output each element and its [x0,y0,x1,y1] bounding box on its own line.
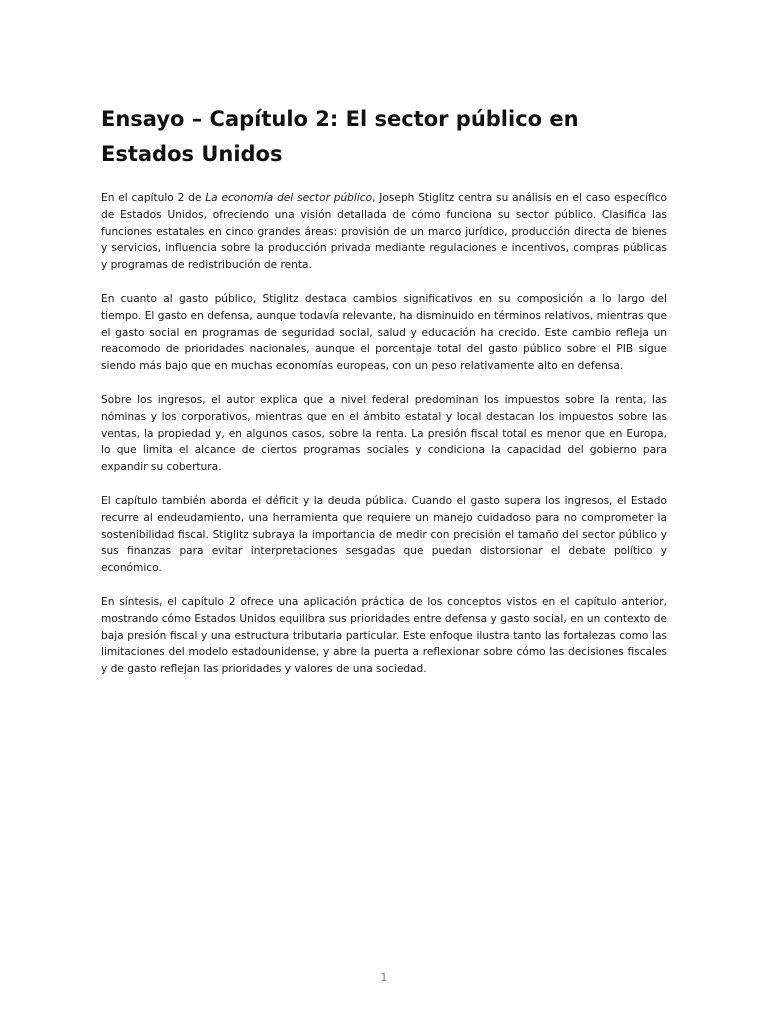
book-title: La economía del sector público [205,192,373,204]
paragraph-introduction [101,190,667,274]
page-number: 1 [380,972,388,984]
paragraph-1-body-text: , Joseph Stiglitz centra su análisis en el caso específico de Estados Unidos, ofreciendo una visión detallada de cómo funciona su sector público. Clasifica las funciones estatales en cinco grandes áreas: provisión de un marco jurídico, producción directa de bienes y servicios, influencia sobre la producción privada mediante regulaciones e incentivos, compras públicas y programas de redistribución de renta. [101,192,668,272]
paragraph-public-spending: En cuanto al gasto público, Stiglitz destaca cambios significativos en su composición a lo largo del tiempo. El gasto en defensa, aunque todavía relevante, ha disminuido en términos relativos, mientras que el gasto social en programas de seguridad social, salud y educación ha crecido. Este cambio refleja un reacomodo de prioridades nacionales, aunque el porcentaje total del gasto público sobre el PIB sigue siendo más bajo que en muchas economías europeas, con un peso relativamente alto en defensa. [101,292,667,373]
document-page [101,102,667,695]
paragraph-1-lead-text: En el capítulo 2 de [101,192,206,204]
paragraph-revenues: Sobre los ingresos, el autor explica que a nivel federal predominan los impuestos sobre la renta, las nóminas y los corporativos, mientras que en el ámbito estatal y local destacan los impuestos sobre las ventas, la propiedad y, en algunos casos, sobre la renta. La presión fiscal total es menor que en Europa, lo que limita el alcance de ciertos programas sociales y condiciona la capacidad del gobierno para expandir su cobertura. [101,393,667,474]
document-title: Ensayo – Capítulo 2: El sector público en Estados Unidos [101,107,579,166]
paragraph-synthesis: En síntesis, el capítulo 2 ofrece una aplicación práctica de los conceptos vistos en el capítulo anterior, mostrando cómo Estados Unidos equilibra sus prioridades entre defensa y gasto social, en un contexto de baja presión fiscal y una estructura tributaria particular. Este enfoque ilustra tanto las fortalezas como las limitaciones del modelo estadounidense, y abre la puerta a reflexionar sobre cómo las decisiones fiscales y de gasto reflejan las prioridades y valores de una sociedad. [101,595,667,676]
paragraph-deficit-debt: El capítulo también aborda el déficit y la deuda pública. Cuando el gasto supera los ingresos, el Estado recurre al endeudamiento, una herramienta que requiere un manejo cuidadoso para no comprometer la sostenibilidad fiscal. Stiglitz subraya la importancia de medir con precisión el tamaño del sector público y sus finanzas para evitar interpretaciones sesgadas que puedan distorsionar el debate político y económico. [101,494,667,575]
